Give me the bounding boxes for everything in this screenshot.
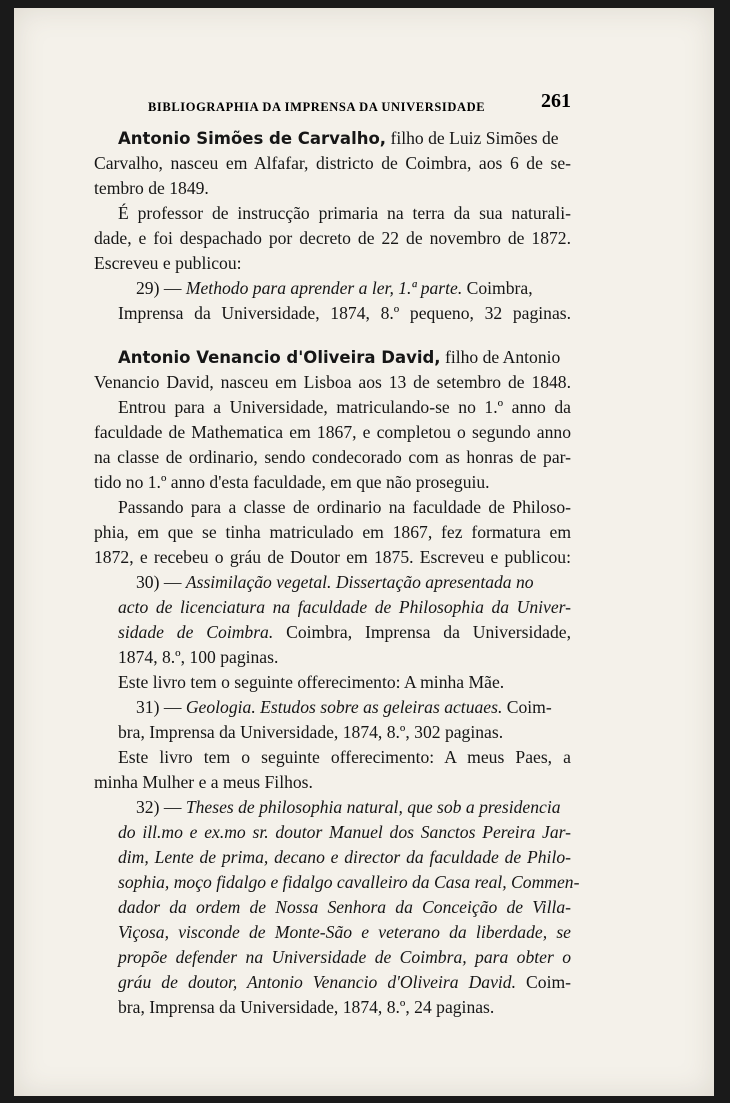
entry-line: sophia, moço fidalgo e fidalgo cavalleiro da Casa real, Commen- bbox=[118, 872, 580, 892]
entry-line: Viçosa, visconde de Monte-São e veterano da liberdade, se bbox=[118, 922, 571, 942]
page-number: 261 bbox=[541, 90, 571, 112]
entry-line: sidade de Coimbra. Coimbra, Imprensa da Universidade, bbox=[118, 622, 571, 642]
bibliography-item-31: 31) — Geologia. Estudos sobre as geleiras actuaes. Coim- bbox=[136, 697, 552, 717]
entry-line: É professor de instrucção primaria na terra da sua naturali- bbox=[118, 203, 571, 223]
author-name: Antonio Simões de Carvalho, bbox=[118, 129, 387, 148]
entry-line: na classe de ordinario, sendo condecorado com as honras de par- bbox=[94, 447, 571, 467]
entry-line: Escreveu e publicou: bbox=[94, 253, 242, 273]
entry-line: dim, Lente de prima, decano e director da faculdade de Philo- bbox=[118, 847, 571, 867]
work-title: Geologia. Estudos sobre as geleiras actuaes. bbox=[185, 697, 503, 717]
entry-line: gráu de doutor, Antonio Venancio d'Oliveira David. Coim- bbox=[118, 972, 571, 992]
dedication: Este livro tem o seguinte offerecimento: A minha Mãe. bbox=[118, 672, 505, 692]
entry-line: acto de licenciatura na faculdade de Philosophia da Univer- bbox=[118, 597, 571, 617]
page-header bbox=[94, 90, 571, 122]
entry-line: tido no 1.º anno d'esta faculdade, em que não proseguiu. bbox=[94, 472, 490, 492]
bibliography-item-32: 32) — Theses de philosophia natural, que sob a presidencia bbox=[136, 797, 561, 817]
dedication: Este livro tem o seguinte offerecimento: A meus Paes, a bbox=[118, 747, 571, 767]
entry-line: Imprensa da Universidade, 1874, 8.º pequeno, 32 paginas. bbox=[118, 303, 571, 323]
work-title: Theses de philosophia natural, que sob a presidencia bbox=[185, 797, 561, 817]
entry-line: faculdade de Mathematica em 1867, e completou o segundo anno bbox=[94, 422, 571, 442]
entry-line: Passando para a classe de ordinario na faculdade de Philoso- bbox=[118, 497, 571, 517]
entry-line: phia, em que se tinha matriculado em 1867, fez formatura em bbox=[94, 522, 571, 542]
entry-line: bra, Imprensa da Universidade, 1874, 8.º, 302 paginas. bbox=[118, 722, 504, 742]
running-head: BIBLIOGRAPHIA DA IMPRENSA DA UNIVERSIDADE bbox=[148, 100, 486, 114]
entry-line: do ill.mo e ex.mo sr. doutor Manuel dos Sanctos Pereira Jar- bbox=[118, 822, 571, 842]
work-title: Methodo para aprender a ler, 1.ª parte. bbox=[185, 278, 463, 298]
entry-line: propõe defender na Universidade de Coimbra, para obter o bbox=[118, 947, 571, 967]
bibliography-item-30: 30) — Assimilação vegetal. Dissertação apresentada no bbox=[136, 572, 534, 592]
dedication: minha Mulher e a meus Filhos. bbox=[94, 772, 313, 792]
entry-line: tembro de 1849. bbox=[94, 178, 209, 198]
entry-line: Antonio Simões de Carvalho, filho de Luiz Simões de bbox=[118, 128, 559, 148]
entry-line: Antonio Venancio d'Oliveira David, filho de Antonio bbox=[118, 347, 561, 367]
entry-line: 1874, 8.º, 100 paginas. bbox=[118, 647, 279, 667]
entry-line: Carvalho, nasceu em Alfafar, districto de Coimbra, aos 6 de se- bbox=[94, 153, 571, 173]
entry-line: 1872, e recebeu o gráu de Doutor em 1875. Escreveu e publicou: bbox=[94, 547, 571, 567]
author-name: Antonio Venancio d'Oliveira David, bbox=[118, 348, 441, 367]
entry-line: dador da ordem de Nossa Senhora da Conceição de Villa- bbox=[118, 897, 571, 917]
book-page bbox=[14, 8, 714, 1096]
entry-line: Venancio David, nasceu em Lisboa aos 13 de setembro de 1848. bbox=[94, 372, 571, 392]
bibliography-item-29: 29) — Methodo para aprender a ler, 1.ª parte. Coimbra, bbox=[136, 278, 533, 298]
entry-line: bra, Imprensa da Universidade, 1874, 8.º, 24 paginas. bbox=[118, 997, 495, 1017]
work-title: Assimilação vegetal. Dissertação apresentada no bbox=[185, 572, 534, 592]
entry-line: Entrou para a Universidade, matriculando-se no 1.º anno da bbox=[118, 397, 571, 417]
entry-line: dade, e foi despachado por decreto de 22 de novembro de 1872. bbox=[94, 228, 571, 248]
